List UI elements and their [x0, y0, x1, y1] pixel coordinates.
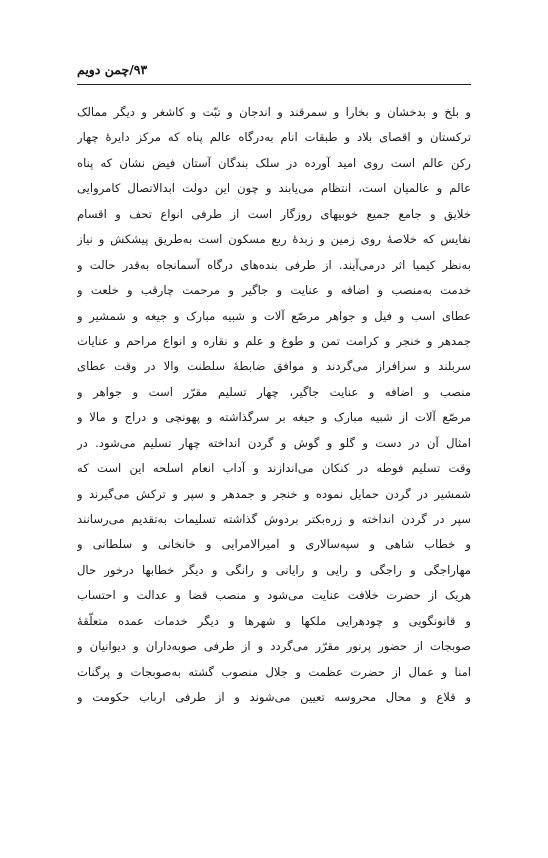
- text-line: رکن عالم است روی امید آورده در سلک بندگان آستان فیض نشان که پناه: [77, 155, 471, 170]
- text-line: مهاراجگی و راجگی و رایی و رایانی و رانگی و دیگر خطابها درخور حال: [77, 562, 471, 577]
- text-line: و قلاع و محال محروسه تعیین می‌شوند و از طرفی ارباب حکومت و: [77, 690, 471, 705]
- text-line: امثال آن در دست و گلو و گوش و گردن انداخته چهار تسلیم می‌شود. در: [77, 435, 471, 450]
- text-line: به‌نظر کیمیا اثر درمی‌آیند. از طرفی بنده‌های درگاه آسمانجاه به‌قدر حالت و: [77, 257, 471, 272]
- text-line: ترکستان و اقصای بلاد و طبقات انام به‌درگاه عالم پناه که مرکز دایرهٔ چهار: [77, 130, 471, 145]
- text-line: مرصّع آلات از شبیه مبارک و جیغه بر سرگذاشته و پهونچی و دراج و مالا و: [77, 410, 471, 425]
- text-line: عطای اسب و فیل و جواهر مرصّع آلات و شبیه مبارک و جیغه و شمشیر و: [77, 308, 471, 323]
- text-line: و خطاب شاهی و سپه‌سالاری و امیرالامرایی و خانخانی و سلطانی و: [77, 537, 471, 552]
- text-line: سپر در گردن انداخته و زره‌بکتر بردوش گذاشته تسلیمات به‌تقدیم می‌رسانند: [77, 512, 471, 526]
- text-line: نفایس که خلاصهٔ روی زمین و زبدهٔ ربع مسکون است به‌طریق پیشکش و نیاز: [77, 232, 471, 247]
- body-text: [77, 100, 471, 711]
- text-line: و قانونگویی و چودهرایی ملکها و شهرها و دیگر خدمات عمده متعلّقهٔ: [77, 613, 471, 628]
- text-line: خلایق و جامع جمیع خوبیهای روزگار است از طرفی انواع تحف و اقسام: [77, 206, 471, 221]
- text-line: هریک از حضرت خلافت عنایت می‌شود و منصب قضا و عدالت و احتساب: [77, 588, 471, 603]
- text-line: شمشیر در گردن حمایل نموده و خنجر و جمدهر و سپر و ترکش می‌گیرند و: [77, 486, 471, 501]
- text-line: وقت تسلیم فوطه در کنکان می‌اندازند و آداب انعام اسلحه این است که: [77, 461, 471, 476]
- text-line: و بلخ و بدخشان و بخارا و سمرقند و اندجان و تبّت و کاشغر و دیگر ممالک: [77, 105, 471, 119]
- text-line: امنا و عمال از حضرت عظمت و جلال منصوب گشته به‌صوبجات و پرگنات: [77, 664, 471, 679]
- running-head: ۹۳/چمن دویم: [77, 62, 148, 77]
- page-header: [77, 58, 471, 85]
- text-line: صوبجات از حضور پرنور مقرّر می‌گردد و از طرفی صوبه‌داران و دیوانیان و: [77, 639, 471, 654]
- text-line: عالم و عالمیان است، انتظام می‌یابند و چون این دولت ابدالاتصال کامروایی: [77, 181, 471, 196]
- text-line: سربلند و سرافراز می‌گردند و موافق ضابطهٔ سلطنت والا در وقت عطای: [77, 359, 471, 374]
- text-line: خدمت به‌منصب و اضافه و عنایت و جاگیر و مرحمت چارقب و خلعت و: [77, 283, 471, 298]
- text-line: جمدهر و خنجر و کرامت تمن و طوغ و علم و نقاره و انواع مراحم و عنایات: [77, 333, 471, 348]
- text-line: منصب و اضافه و عنایت جاگیر، چهار تسلیم مقرّر است و جواهر و: [77, 384, 471, 399]
